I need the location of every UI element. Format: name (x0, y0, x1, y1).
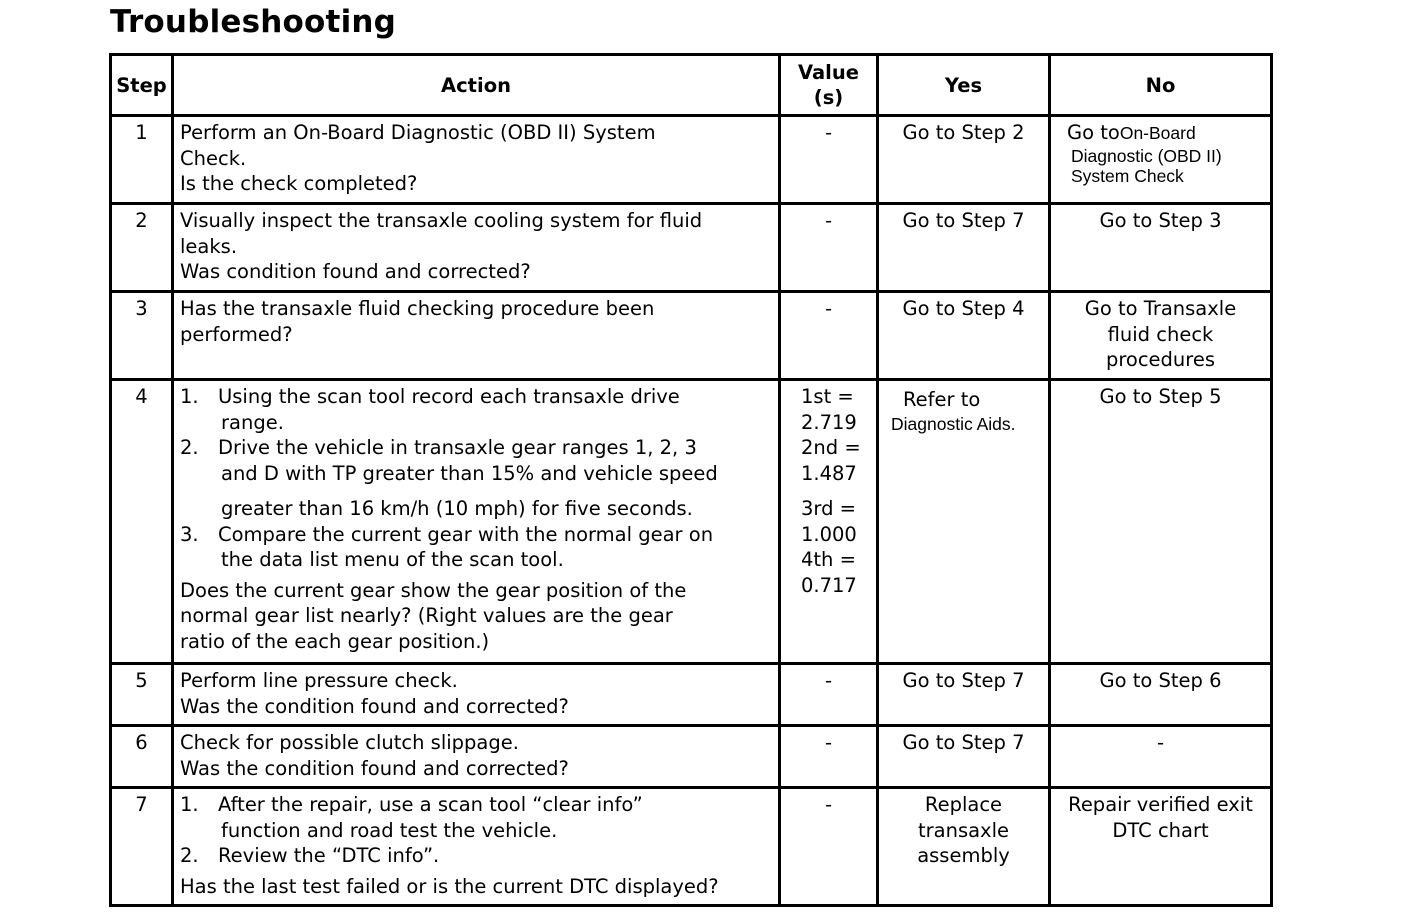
header-yes: Yes (878, 55, 1050, 116)
step-cell: 2 (111, 204, 173, 292)
no-line: procedures (1105, 348, 1216, 371)
action-line: Is the check completed? (180, 172, 418, 195)
value-cell: - (780, 292, 878, 380)
step-cell: 6 (111, 726, 173, 788)
action-line: Perform an On-Board Diagnostic (OBD II) System (180, 121, 656, 144)
action-cell (173, 380, 780, 664)
action-line: Visually inspect the transaxle cooling system for fluid (180, 209, 703, 232)
no-cell: Go to Step 6 (1050, 664, 1272, 726)
no-cell: Go to Step 5 (1050, 380, 1272, 664)
table-row (111, 664, 1272, 726)
action-line: Check. (180, 146, 247, 170)
table-row (111, 204, 1272, 292)
no-line: fluid check (1107, 322, 1214, 346)
value-cell: - (780, 116, 878, 204)
action-line: Was the condition found and corrected? (180, 756, 569, 780)
value-line: 3rd = (801, 497, 856, 520)
action-cell (173, 726, 780, 788)
table-row (111, 292, 1272, 380)
step-cell: 7 (111, 788, 173, 906)
action-step: 1. Using the scan tool record each transaxle drive range. (180, 385, 680, 434)
table-row (111, 116, 1272, 204)
yes-cell: Go to Step 7 (878, 204, 1050, 292)
action-cell (173, 788, 780, 906)
table-row (111, 788, 1272, 906)
action-cell (173, 116, 780, 204)
no-cell (1050, 292, 1272, 380)
value-line: 2.719 (801, 410, 857, 434)
no-cell (1050, 116, 1272, 204)
no-line: DTC chart (1112, 818, 1209, 842)
no-small-line: Diagnostic (OBD II) (1071, 145, 1222, 166)
action-cell (173, 664, 780, 726)
no-cell: - (1050, 726, 1272, 788)
action-step: 2. Review the “DTC info”. (180, 844, 440, 867)
value-line: 1st = (801, 385, 854, 408)
table-row (111, 726, 1272, 788)
yes-cell (878, 380, 1050, 664)
no-small-line: System Check (1071, 165, 1184, 186)
yes-line: Replace (924, 793, 1003, 816)
header-value-line1: Value (798, 61, 859, 84)
value-line: 0.717 (801, 573, 857, 597)
value-cell: - (780, 204, 878, 292)
value-line: 4th = (801, 548, 856, 571)
yes-cell: Go to Step 7 (878, 726, 1050, 788)
action-line: Has the transaxle fluid checking procedure been (180, 297, 655, 320)
action-line: Perform line pressure check. (180, 669, 458, 692)
action-steps (180, 792, 774, 869)
action-steps (180, 384, 774, 573)
header-action: Action (173, 55, 780, 116)
header-step: Step (111, 55, 173, 116)
no-small-line: On-Board (1119, 123, 1196, 143)
yes-cell: Go to Step 4 (878, 292, 1050, 380)
action-question: Does the current gear show the gear position of the normal gear list nearly? (Right values are the gear ratio of the each gear position.) (180, 578, 687, 653)
yes-cell: Go to Step 7 (878, 664, 1050, 726)
yes-line: Diagnostic Aids. (891, 413, 1016, 434)
table-row (111, 380, 1272, 664)
no-prefix: Go to (1067, 121, 1120, 144)
header-row (111, 55, 1272, 116)
action-line: Was condition found and corrected? (180, 260, 531, 283)
value-line: 1.000 (801, 522, 857, 546)
action-cell (173, 292, 780, 380)
no-line: Go to Transaxle (1084, 297, 1237, 320)
step-cell: 3 (111, 292, 173, 380)
yes-cell (878, 788, 1050, 906)
page-title: Troubleshooting (110, 4, 397, 40)
value-cell (780, 380, 878, 664)
header-value-line2: (s) (813, 86, 844, 109)
yes-line: assembly (917, 844, 1010, 867)
action-step: greater than 16 km/h (10 mph) for five seconds. (221, 497, 693, 520)
step-cell: 4 (111, 380, 173, 664)
troubleshooting-table (109, 53, 1273, 907)
header-no: No (1050, 55, 1272, 116)
no-line: Repair verified exit (1068, 793, 1253, 816)
action-line: Was the condition found and corrected? (180, 694, 569, 718)
action-line: leaks. (180, 234, 238, 258)
value-line: 2nd = (801, 436, 861, 459)
yes-cell: Go to Step 2 (878, 116, 1050, 204)
yes-line: transaxle (917, 818, 1010, 842)
action-step: 2. Drive the vehicle in transaxle gear ranges 1, 2, 3 and D with TP greater than 15% and vehicle speed (180, 436, 718, 485)
no-cell: Go to Step 3 (1050, 204, 1272, 292)
action-step: 3. Compare the current gear with the normal gear on the data list menu of the scan tool. (180, 522, 714, 571)
action-cell (173, 204, 780, 292)
step-cell: 5 (111, 664, 173, 726)
step-cell: 1 (111, 116, 173, 204)
value-cell: - (780, 788, 878, 906)
yes-line: Refer to (903, 388, 981, 411)
value-line: 1.487 (801, 461, 857, 485)
header-value (780, 55, 878, 116)
no-cell (1050, 788, 1272, 906)
action-line: Check for possible clutch slippage. (180, 731, 519, 754)
value-cell: - (780, 726, 878, 788)
action-step: 1. After the repair, use a scan tool “clear info” function and road test the vehicle. (180, 793, 643, 842)
action-line: performed? (180, 322, 293, 346)
action-question: Has the last test failed or is the current DTC displayed? (180, 874, 719, 898)
value-cell: - (780, 664, 878, 726)
